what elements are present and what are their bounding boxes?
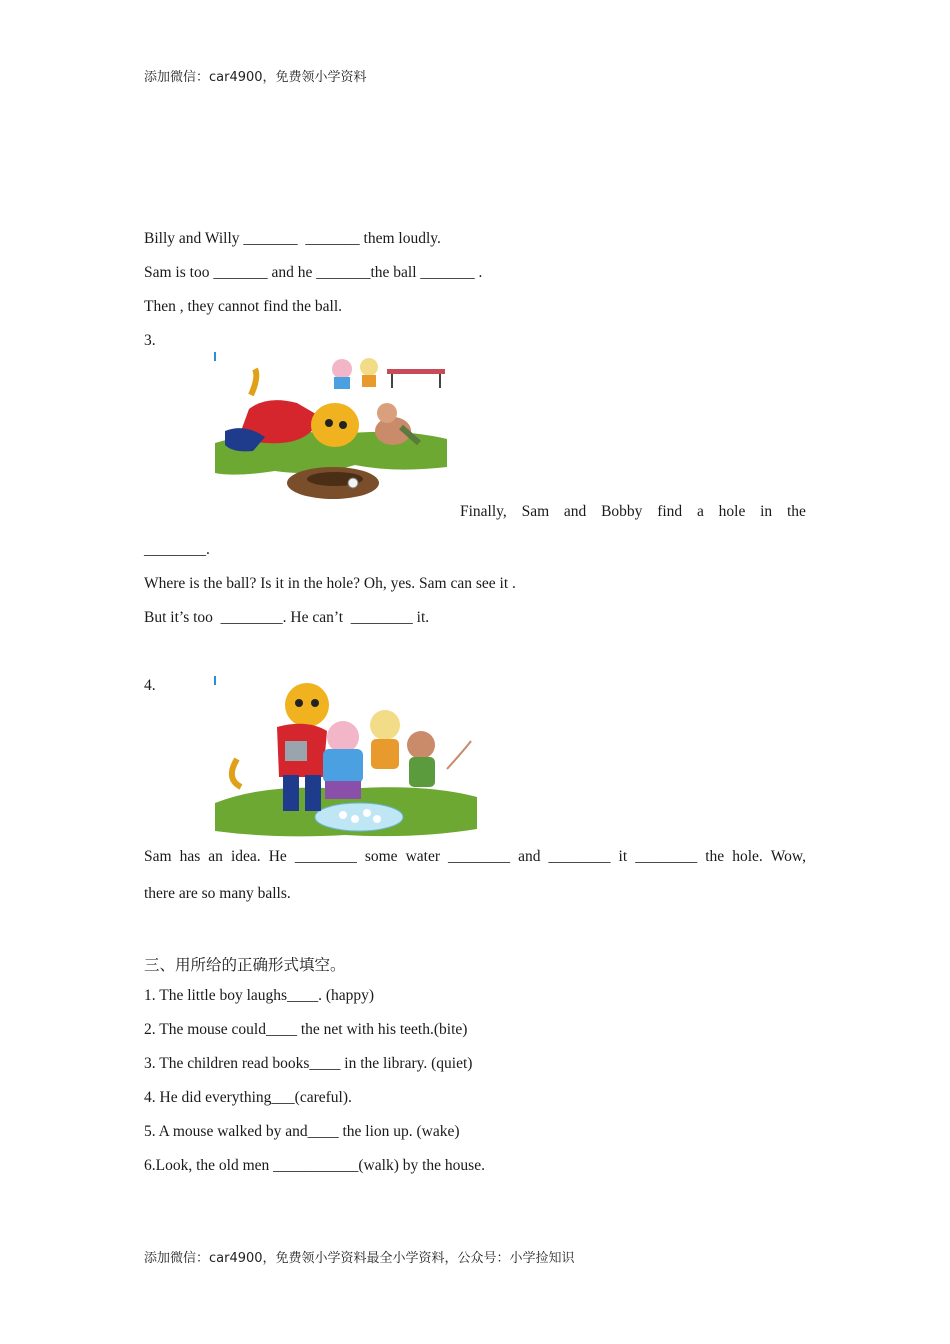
item4-word: hole. bbox=[732, 848, 763, 865]
item4-line2: there are so many balls. bbox=[144, 885, 291, 902]
caption-word: the bbox=[786, 503, 806, 520]
part3-item: 5. A mouse walked by and____ the lion up. (wake) bbox=[144, 1123, 460, 1140]
part3-item: 3. The children read books____ in the library. (quiet) bbox=[144, 1055, 473, 1072]
item4-number: 4. bbox=[144, 677, 156, 694]
item3-line3: But it’s too ________. He can’t ________ it. bbox=[144, 609, 430, 626]
item2-line2: Sam is too _______ and he _______the ball _______ . bbox=[144, 264, 483, 281]
part3-item: 2. The mouse could____ the net with his teeth.(bite) bbox=[144, 1021, 468, 1038]
item4-word: water bbox=[405, 848, 441, 865]
item2-line1: Billy and Willy _______ _______ them loudly. bbox=[144, 230, 441, 247]
item4-word: ________ bbox=[294, 848, 357, 865]
caption-word: Bobby bbox=[601, 503, 643, 520]
caption-word: Finally, bbox=[460, 503, 507, 520]
caption-word: Sam bbox=[521, 503, 550, 520]
friends-pouring-water-illustration bbox=[215, 679, 477, 839]
item3-caption-line1 bbox=[144, 503, 806, 521]
item3-number: 3. bbox=[144, 332, 156, 349]
cat-and-mouse-looking-in-hole-illustration bbox=[215, 355, 447, 505]
part3-title: 三、用所给的正确形式填空。 bbox=[144, 957, 346, 974]
item4-word: He bbox=[268, 848, 287, 865]
item4-word: an bbox=[208, 848, 223, 865]
part3-item: 1. The little boy laughs____. (happy) bbox=[144, 987, 375, 1004]
item4-word: has bbox=[179, 848, 201, 865]
item3-caption-end: ________. bbox=[144, 541, 210, 558]
item3-line2: Where is the ball? Is it in the hole? Oh, yes. Sam can see it . bbox=[144, 575, 516, 592]
caption-word: a bbox=[696, 503, 704, 520]
item4-word: Wow, bbox=[770, 848, 806, 865]
caption-word: find bbox=[657, 503, 683, 520]
caption-word: hole bbox=[718, 503, 746, 520]
item4-word: some bbox=[364, 848, 398, 865]
item4-word: ________ bbox=[448, 848, 511, 865]
page-header: 添加微信：car4900，免费领小学资料 bbox=[144, 70, 367, 85]
item4-word: and bbox=[518, 848, 541, 865]
item4-word: idea. bbox=[230, 848, 261, 865]
caption-word: in bbox=[760, 503, 773, 520]
part3-item: 6.Look, the old men ___________(walk) by the house. bbox=[144, 1157, 485, 1174]
part3-item: 4. He did everything___(careful). bbox=[144, 1089, 352, 1106]
item4-word: Sam bbox=[144, 848, 172, 865]
item2-line3: Then , they cannot find the ball. bbox=[144, 298, 342, 315]
page-footer: 添加微信：car4900，免费领小学资料最全小学资料，公众号：小学捡知识 bbox=[144, 1251, 575, 1266]
item4-line1 bbox=[144, 848, 806, 866]
item4-word: ________ bbox=[548, 848, 611, 865]
item4-word: ________ bbox=[635, 848, 698, 865]
item4-word: it bbox=[618, 848, 628, 865]
item4-word: the bbox=[705, 848, 725, 865]
caption-word: and bbox=[563, 503, 587, 520]
